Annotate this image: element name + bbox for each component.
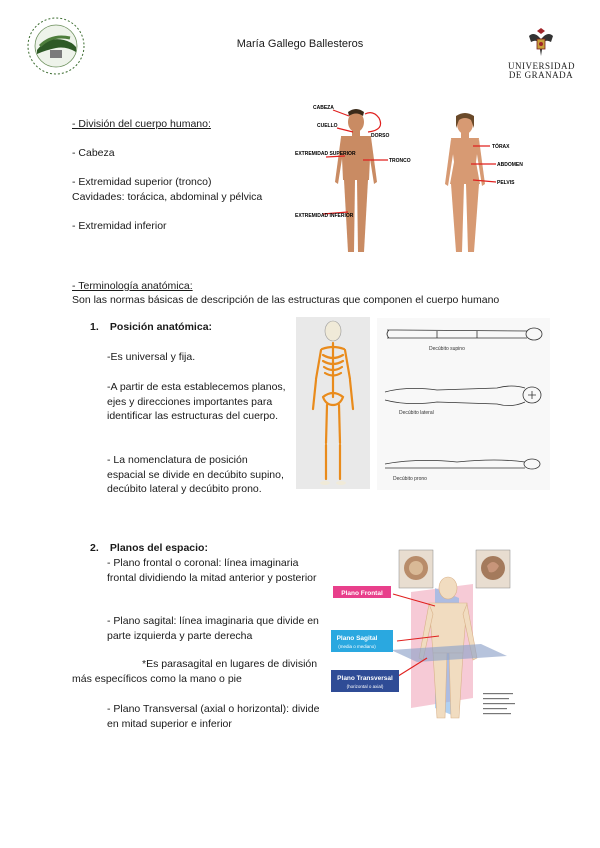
division-title: - División del cuerpo humano:	[72, 118, 211, 130]
terminologia-title: - Terminología anatómica:	[72, 280, 193, 292]
label-dorso: DORSO	[371, 133, 390, 139]
posicion-p2: -A partir de esta establecemos planos, ejes y direcciones importantes para identificar las estructuras del cuerpo.	[107, 381, 286, 422]
label-tronco: TRONCO	[389, 158, 411, 164]
section-1-number: 1.	[90, 321, 99, 333]
author-name: María Gallego Ballesteros	[236, 38, 364, 50]
label-cuello: CUELLO	[317, 123, 338, 129]
division-item-extremidad-inferior: - Extremidad inferior	[72, 220, 167, 232]
university-name-line2: DE GRANADA	[508, 70, 574, 80]
label-decubito-prono: Decúbito prono	[393, 476, 427, 482]
plano-sagital-sublabel: (media o mediano)	[338, 644, 376, 649]
section-1-title: Posición anatómica:	[109, 321, 213, 333]
label-cabeza: CABEZA	[313, 105, 334, 111]
plano-transversal-sublabel: (horizontal o axial)	[346, 684, 384, 689]
planos-figure	[331, 548, 541, 723]
coat-of-arms-icon	[524, 25, 558, 59]
posicion-p3: - La nomenclatura de posición espacial se divide en decúbito supino, decúbito lateral y decúbito prono.	[107, 454, 284, 495]
division-item-cavidades: Cavidades: torácica, abdominal y pélvica	[72, 191, 263, 203]
plano-transversal-label: Plano Transversal	[337, 675, 393, 682]
planos-p1: - Plano frontal o coronal: línea imaginaria frontal dividiendo la mitad anterior y posterior	[107, 557, 317, 584]
planos-p3: *Es parasagital en lugares de división más específicos como la mano o pie	[72, 658, 318, 685]
label-decubito-lateral: Decúbito lateral	[399, 410, 434, 416]
terminologia-description: Son las normas básicas de descripción de las estructuras que componen el cuerpo humano	[72, 294, 500, 306]
section-1-heading	[90, 321, 212, 333]
label-extremidad-superior: EXTREMIDAD SUPERIOR	[295, 151, 356, 157]
universidad-granada-logo	[508, 25, 574, 87]
section-2-title: Planos del espacio:	[109, 542, 208, 554]
label-pelvis: PELVIS	[497, 180, 515, 186]
label-decubito-supino: Decúbito supino	[429, 346, 465, 352]
division-item-extremidad-superior: - Extremidad superior (tronco)	[72, 176, 212, 188]
division-item-cabeza: - Cabeza	[72, 147, 115, 159]
section-2-number: 2.	[90, 542, 99, 554]
plano-frontal-label: Plano Frontal	[341, 590, 383, 597]
planos-p4: - Plano Transversal (axial o horizontal): divide en mitad superior e inferior	[107, 703, 320, 730]
plano-sagital-label: Plano Sagital	[336, 635, 378, 642]
label-torax: TÓRAX	[492, 144, 510, 150]
section-2-heading	[90, 542, 208, 554]
posicion-p1: -Es universal y fija.	[107, 351, 196, 363]
body-division-figure	[293, 102, 533, 257]
planos-p2: - Plano sagital: línea imaginaria que divide en parte izquierda y parte derecha	[107, 615, 319, 642]
label-abdomen: ABDOMEN	[497, 162, 523, 168]
label-extremidad-inferior: EXTREMIDAD INFERIOR	[295, 213, 354, 219]
female-body-figure	[445, 114, 485, 252]
skeleton-figure	[296, 317, 370, 489]
decubito-figures	[377, 318, 550, 490]
university-name-line1: UNIVERSIDAD	[508, 61, 575, 71]
